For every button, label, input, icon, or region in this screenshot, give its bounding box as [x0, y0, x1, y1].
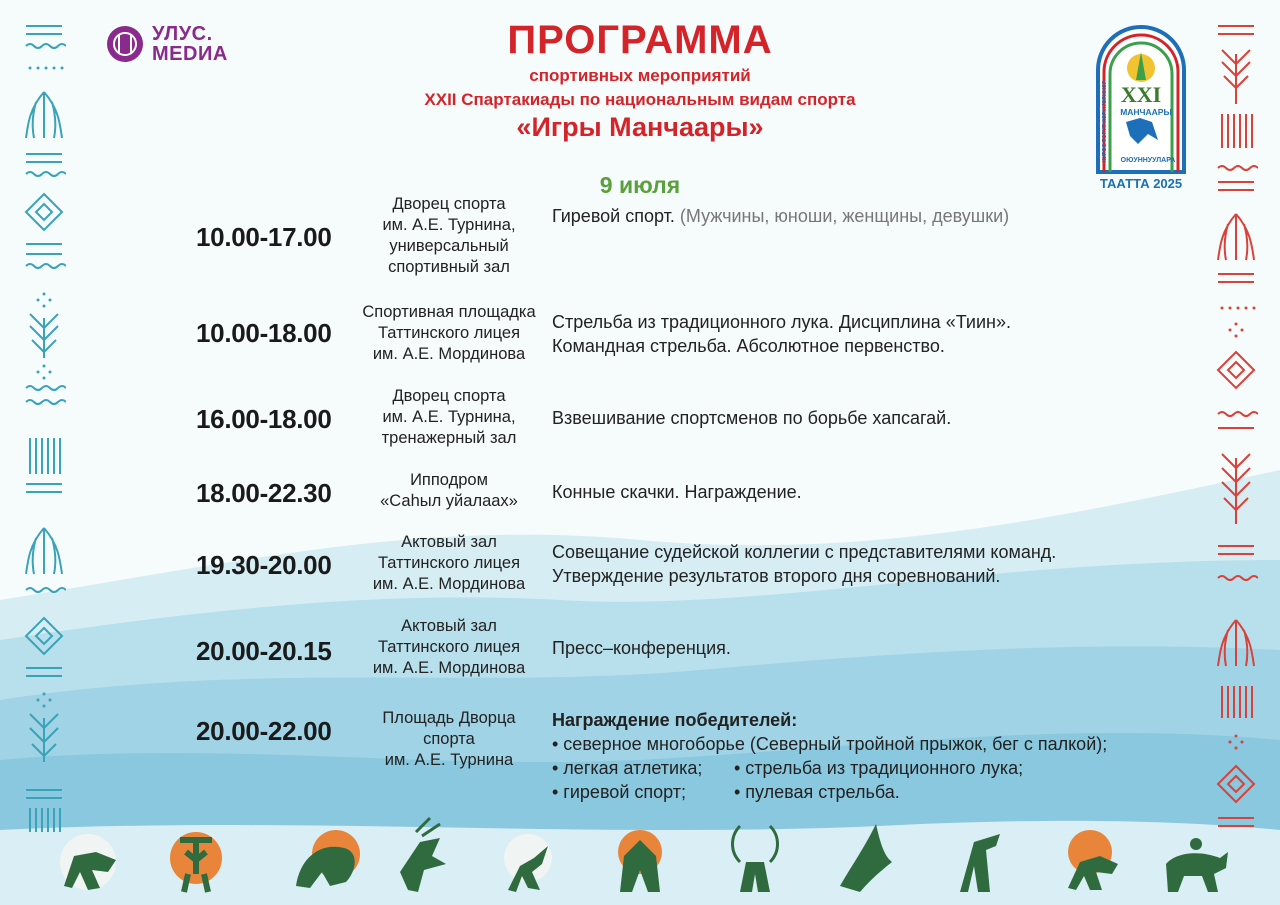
venue-line: Спортивная площадка: [362, 303, 536, 321]
sport-icons-strip: [0, 812, 1280, 905]
event-line: Стрельба из традиционного лука. Дисциплина «Тиин».: [552, 312, 1011, 332]
emblem-arc-text: КУРЭС ТӨРҮТ КӨРҮҤЭРИНЭР: [1102, 80, 1108, 162]
venue-line: Актовый зал: [401, 533, 497, 551]
event-line: Гиревой спорт.: [552, 206, 675, 226]
row-time: 16.00-18.00: [196, 404, 332, 434]
page-subtitle-1: спортивных мероприятий: [529, 66, 751, 85]
venue-line: Дворец спорта: [392, 387, 506, 405]
emblem-name: МАНЧААРЫ: [1120, 107, 1172, 117]
row-venue: [358, 194, 540, 278]
row-time: 20.00-20.15: [196, 636, 332, 666]
page-title: ПРОГРАММА: [507, 18, 773, 62]
event-title: Награждение победителей:: [552, 710, 798, 730]
row-venue: [358, 708, 540, 771]
venue-line: Таттинского лицея: [377, 324, 521, 342]
venue-line: Актовый зал: [401, 617, 497, 635]
row-event: [552, 204, 1152, 228]
brand-logo[interactable]: [106, 24, 228, 64]
event-line: • пулевая стрельба.: [734, 782, 900, 802]
venue-line: тренажерный зал: [381, 429, 517, 447]
venue-line: спортивный зал: [388, 258, 510, 276]
right-ornament-border: [1214, 18, 1258, 833]
venue-line: им. А.Е. Мординова: [372, 575, 526, 593]
venue-line: Дворец спорта: [392, 195, 506, 213]
event-note: (Мужчины, юноши, женщины, девушки): [679, 206, 1010, 226]
venue-line: Ипподром: [410, 471, 488, 489]
event-line: • стрельба из традиционного лука;: [734, 758, 1024, 778]
schedule-date: 9 июля: [599, 172, 681, 198]
venue-line: «Саһыл уйалаах»: [380, 492, 518, 510]
venue-line: им. А.Е. Турнина,: [382, 216, 516, 234]
row-venue: [358, 302, 540, 365]
venue-line: им. А.Е. Турнина,: [382, 408, 516, 426]
event-line: Утверждение результатов второго дня соревнований.: [552, 566, 1001, 586]
deer-archer-icon: [733, 826, 778, 892]
row-time: 10.00-17.00: [196, 222, 332, 252]
ulus-media-logo-icon: [106, 25, 144, 63]
row-venue: [358, 470, 540, 512]
row-event: [552, 636, 1152, 660]
venue-line: Площадь Дворца спорта: [382, 709, 516, 748]
event-line: • легкая атлетика;: [552, 758, 703, 778]
venue-line: им. А.Е. Мординова: [372, 659, 526, 677]
horse-racing-icon: [1166, 838, 1228, 892]
weightlifting-icon: [170, 832, 222, 892]
event-line: • северное многоборье (Северный тройной прыжок, бег с палкой);: [552, 734, 1108, 754]
event-line: Пресс–конференция.: [552, 638, 731, 658]
row-time: 18.00-22.30: [196, 478, 332, 508]
row-time: 20.00-22.00: [196, 716, 332, 746]
brand-line1: УЛУС.: [152, 23, 213, 45]
running-icon: [504, 834, 552, 892]
row-venue: [358, 532, 540, 595]
row-event: [552, 708, 1152, 804]
left-ornament-border: [22, 18, 66, 833]
event-line: Совещание судейской коллегии с представителями команд.: [552, 542, 1057, 562]
event-line: Конные скачки. Награждение.: [552, 482, 802, 502]
eagle-icon: [840, 824, 892, 892]
event-line: Командная стрельба. Абсолютное первенство.: [552, 336, 945, 356]
venue-line: Таттинского лицея: [377, 638, 521, 656]
row-venue: [358, 386, 540, 449]
row-time: 19.30-20.00: [196, 550, 332, 580]
mammoth-wrestling-icon: [296, 830, 360, 888]
games-emblem: [1094, 22, 1188, 194]
emblem-games: ОЮУННУУЛАРА: [1120, 157, 1176, 164]
emblem-place-year: ТААТТА 2025: [1099, 176, 1183, 191]
row-event: [552, 480, 1152, 504]
jumping-icon: [400, 818, 446, 892]
venue-line: Таттинского лицея: [377, 554, 521, 572]
row-venue: [358, 616, 540, 679]
venue-line: универсальный: [389, 237, 509, 255]
archer-icon: [960, 834, 1000, 892]
row-event: [552, 310, 1152, 358]
tug-of-war-icon: [1068, 830, 1118, 890]
page-subtitle-2: XXII Спартакиады по национальным видам спорта: [424, 90, 856, 109]
emblem-numeral: XXI: [1120, 82, 1162, 107]
event-name: «Игры Манчаары»: [516, 112, 764, 142]
event-line: • гиревой спорт;: [552, 782, 686, 802]
row-event: [552, 406, 1152, 430]
venue-line: им. А.Е. Мординова: [372, 345, 526, 363]
venue-line: им. А.Е. Турнина: [384, 751, 514, 769]
brand-line2: МЕDИА: [152, 43, 228, 65]
row-time: 10.00-18.00: [196, 318, 332, 348]
hapsagay-icon: [618, 830, 662, 892]
row-event: [552, 540, 1152, 588]
wrestling-icon: [60, 834, 116, 890]
event-line: Взвешивание спортсменов по борьбе хапсагай.: [552, 408, 952, 428]
